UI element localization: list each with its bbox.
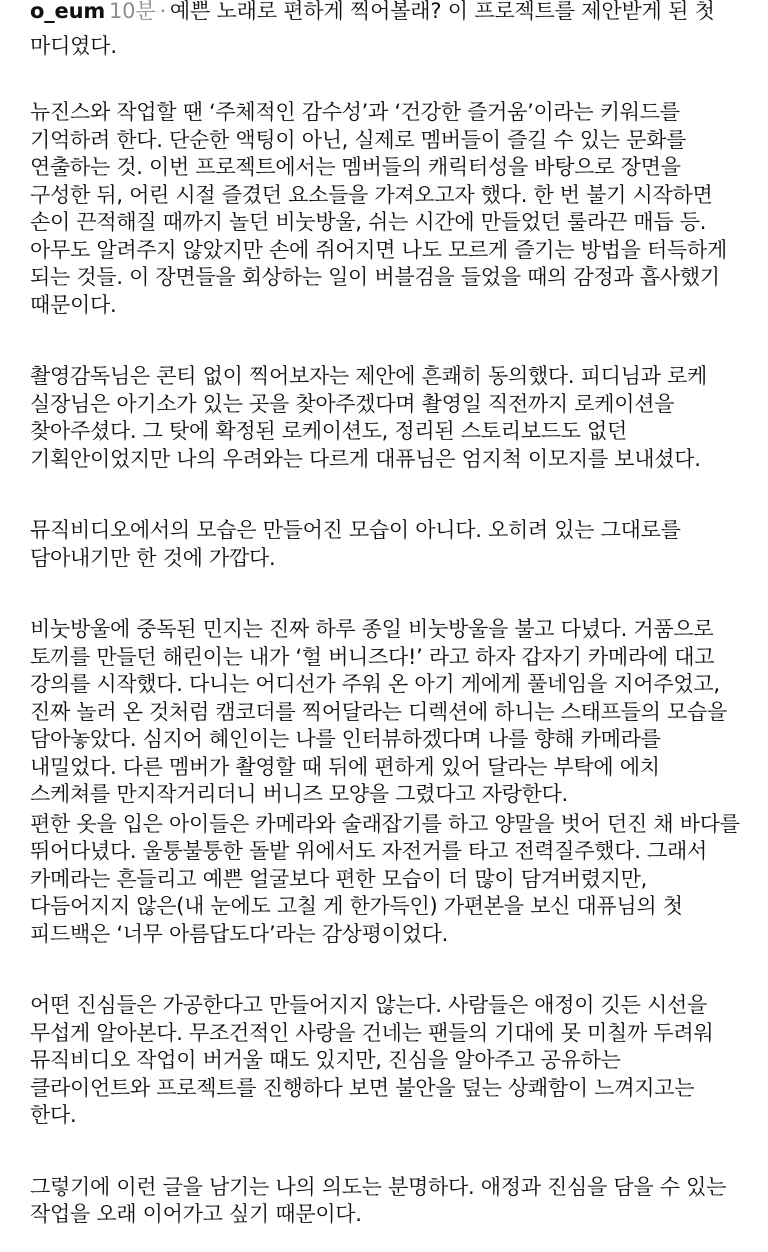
caption-paragraph-2: 촬영감독님은 콘티 없이 찍어보자는 제안에 흔쾌히 동의했다. 피디님과 로케 실장님은 아기소가 있는 곳을 찾아주겠다며 촬영일 직전까지 로케이션을 찾아주셨다. 그 탓에 확정된 로케이션도, 정리된 스토리보드도 없던 기획안이었지만 나의 우려와는 다르게 대퓨님은 엄지척 이모지를 보내셨다. [30, 364, 707, 471]
paragraph-spacer [30, 1130, 740, 1174]
caption-paragraph-6: 어떤 진심들은 가공한다고 만들어지지 않는다. 사람들은 애정이 깃든 시선을 무섭게 알아본다. 무조건적인 사랑을 건네는 팬들의 기대에 못 미칠까 두려워 뮤직비디오 작업이 버거울 때도 있지만, 진심을 알아주고 공유하는 클라이언트와 프로젝트를 진행하다 보면 불안을 덮는 상쾌함이 느껴지고는 한다. [30, 993, 714, 1127]
caption-paragraph-3: 뮤직비디오에서의 모습은 만들어진 모습이 아니다. 오히려 있는 그대로를 담아내기만 한 것에 가깝다. [30, 518, 681, 570]
paragraph-spacer [30, 473, 740, 517]
paragraph-spacer [30, 319, 740, 363]
username-link[interactable]: o_eum [30, 0, 106, 23]
caption-header [30, 0, 740, 64]
paragraph-spacer [30, 948, 740, 992]
separator-dot: · [159, 0, 166, 23]
caption-paragraph-1: 뉴진스와 작업할 땐 ‘주체적인 감수성’과 ‘건강한 즐거움’이라는 키워드를 기억하려 한다. 단순한 액팅이 아닌, 실제로 멤버들이 즐길 수 있는 문화를 연출하는 것. 이번 프로젝트에서는 멤버들의 캐릭터성을 바탕으로 장면을 구성한 뒤, 어린 시절 즐겼던 요소들을 가져오고자 했다. 한 번 불기 시작하면 손이 끈적해질 때까지 놀던 비눗방울, 쉬는 시간에 만들었던 룰라끈 매듭 등. 아무도 알려주지 않았지만 손에 쥐어지면 나도 모르게 즐기는 방법을 터득하게 되는 것들. 이 장면들을 회상하는 일이 버블검을 들었을 때의 감정과 흡사했기 때문이다. [30, 100, 727, 317]
caption-paragraph-5: 편한 옷을 입은 아이들은 카메라와 술래잡기를 하고 양말을 벗어 던진 채 바다를 뛰어다녔다. 울퉁불퉁한 돌밭 위에서도 자전거를 타고 전력질주했다. 그래서 카메라는 흔들리고 예쁜 얼굴보다 편한 모습이 더 많이 담겨버렸지만, 다듬어지지 않은(내 눈에도 고칠 게 한가득인) 가편본을 보신 대퓨님의 첫 피드백은 ‘너무 아름답도다’라는 감상평이었다. [30, 811, 740, 946]
caption-paragraph-7: 그렇기에 이런 글을 남기는 나의 의도는 분명하다. 애정과 진심을 담을 수 있는 작업을 오래 이어가고 싶기 때문이다. [30, 1174, 727, 1226]
post-timestamp: 10분 [109, 0, 156, 23]
caption-headline: 예쁜 노래로 편하게 찍어볼래? 이 프로젝트를 제안받게 된 첫 마디였다. [30, 0, 715, 58]
caption-paragraph-4: 비눗방울에 중독된 민지는 진짜 하루 종일 비눗방울을 불고 다녔다. 거품으로 토끼를 만들던 해린이는 내가 ‘헐 버니즈다!’ 라고 하자 갑자기 카메라에 대고 강의를 시작했다. 다니는 어디선가 주워 온 아기 게에게 풀네임을 지어주었고, 진짜 놀러 온 것처럼 캠코더를 찍어달라는 디렉션에 하니는 스태프들의 모습을 담아놓았다. 심지어 혜인이는 나를 인터뷰하겠다며 나를 향해 카메라를 내밀었다. 다른 멤버가 촬영할 때 뒤에 편하게 있어 달라는 부탁에 에치 스케쳐를 만지작거리더니 버니즈 모양을 그렸다고 자랑한다. [30, 617, 727, 806]
paragraph-spacer [30, 572, 740, 616]
